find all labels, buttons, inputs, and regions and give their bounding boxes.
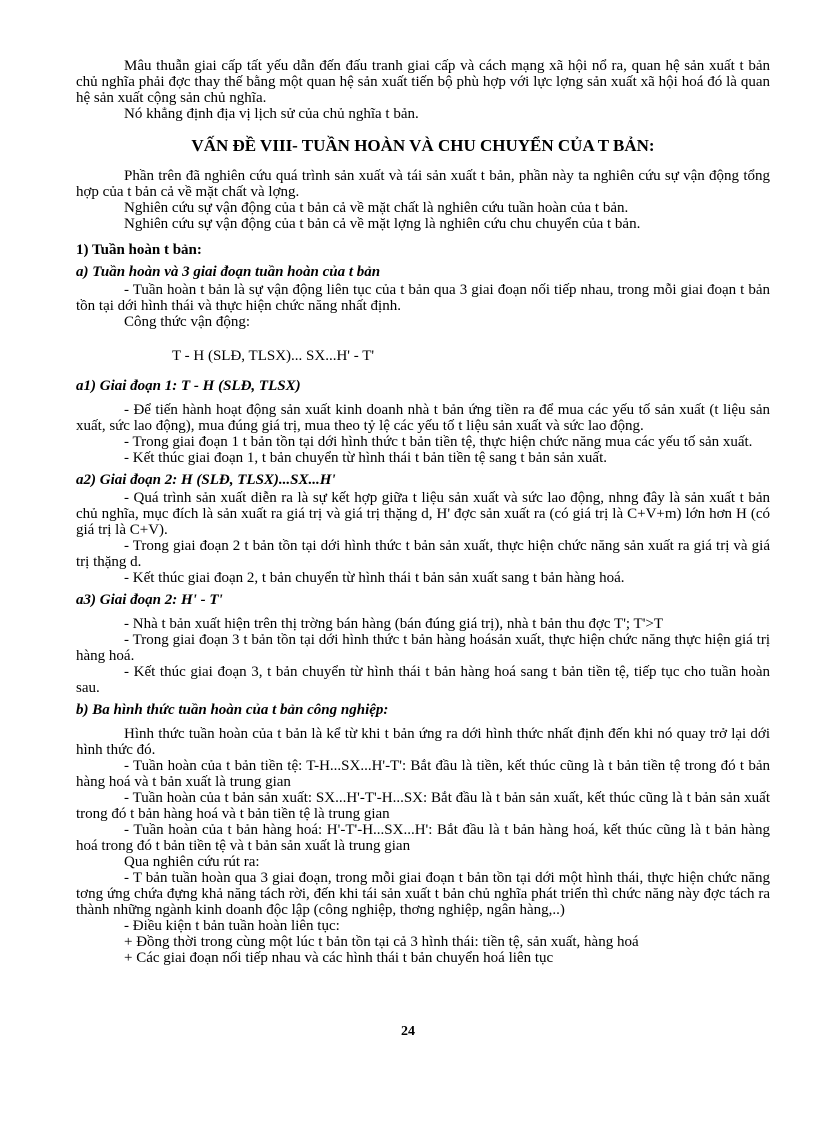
paragraph: Qua nghiên cứu rút ra: [124,854,260,870]
subheading: a1) Giai đoạn 1: T - H (SLĐ, TLSX) [76,378,301,394]
heading: 1) Tuần hoàn t bản: [76,242,202,258]
paragraph: - Trong giai đoạn 2 t bản tồn tại dới hình thức t bản sản xuất, thực hiện chức năng sản xuất ra giá trị và giá trị thặng d. [76,538,770,570]
paragraph: Nó khẳng định địa vị lịch sử của chủ nghĩa t bản. [124,106,419,122]
paragraph: Phần trên đã nghiên cứu quá trình sản xuất và tái sản xuất t bản, phần này ta nghiên cứu sự vận động tổng hợp của t bản cả về mặt chất và lợng. [76,168,770,200]
subheading: a3) Giai đoạn 2: H' - T' [76,592,223,608]
paragraph: Hình thức tuần hoàn của t bản là kể từ khi t bản ứng ra dới hình thức nhất định đến khi nó quay trở lại dới hình thức đó. [76,726,770,758]
document-page [76,58,770,966]
subheading: a2) Giai đoạn 2: H (SLĐ, TLSX)...SX...H' [76,472,336,488]
paragraph: - Kết thúc giai đoạn 2, t bản chuyển từ hình thái t bản sản xuất sang t bản hàng hoá. [124,570,625,586]
subheading: b) Ba hình thức tuần hoàn của t bản công nghiệp: [76,702,389,718]
paragraph: - Điều kiện t bản tuần hoàn liên tục: [124,918,340,934]
paragraph: - Để tiến hành hoạt động sản xuất kinh doanh nhà t bản ứng tiền ra để mua các yếu tố sản xuất (t liệu sản xuất, sức lao động), mua đúng giá trị, mua theo tỷ lệ các yếu tố t liệu sản xuất và sức lao động. [76,402,770,434]
paragraph: Nghiên cứu sự vận động của t bản cả về mặt chất là nghiên cứu tuần hoàn của t bản. [124,200,629,216]
paragraph: Công thức vận động: [124,314,251,330]
section-title: VẤN ĐỀ VIII- TUẦN HOÀN VÀ CHU CHUYỂN CỦA T BẢN: [191,136,655,155]
paragraph: - Kết thúc giai đoạn 1, t bản chuyển từ hình thái t bản tiền tệ sang t bản sản xuất. [124,450,608,466]
page-number: 24 [401,1024,415,1039]
paragraph: - Tuần hoàn của t bản hàng hoá: H'-T'-H...SX...H': Bắt đầu là t bản hàng hoá, kết thúc cũng là t bản hàng hoá trong đó t bản tiền tệ và t bản sản xuất là trung gian [76,822,770,854]
paragraph: - T bản tuần hoàn qua 3 giai đoạn, trong mỗi giai đoạn t bản tồn tại dới một hình thái, thực hiện chức năng tơng ứng chứa đựng khả năng tách rời, đến khi tái sản xuất t bản chủ nghĩa phát triển thì chức năng này đợc tách ra thành những ngành kinh doanh độc lập (công nghiệp, thơng nghiệp, ngân hàng,..) [76,870,770,918]
paragraph: - Tuần hoàn t bản là sự vận động liên tục của t bản qua 3 giai đoạn nối tiếp nhau, trong mỗi giai đoạn t bản tồn tại dới hình thái và thực hiện chức năng nhất định. [76,282,770,314]
paragraph: - Nhà t bản xuất hiện trên thị trờng bán hàng (bán đúng giá trị), nhà t bản thu đợc T'; T'>T [124,616,664,632]
paragraph: - Trong giai đoạn 1 t bản tồn tại dới hình thức t bản tiền tệ, thực hiện chức năng mua các yếu tố sản xuất. [124,434,753,450]
paragraph: - Tuần hoàn của t bản sản xuất: SX...H'-T'-H...SX: Bắt đầu là t bản sản xuất, kết thúc cũng là t bản sản xuất trong đó t bản hàng hoá và t bản tiền tệ là trung gian [76,790,770,822]
paragraph: Mâu thuẫn giai cấp tất yếu dẫn đến đấu tranh giai cấp và cách mạng xã hội nổ ra, quan hệ sản xuất t bản chủ nghĩa phải đợc thay thế bằng một quan hệ sản xuất tiến bộ phù hợp với lực lợng sản xuất xã hội hoá đó là quan hệ sản xuất cộng sản chủ nghĩa. [76,58,770,106]
paragraph: - Quá trình sản xuất diễn ra là sự kết hợp giữa t liệu sản xuất và sức lao động, nhng đây là sản xuất t bản chủ nghĩa, mục đích là sản xuất ra giá trị và giá trị thặng d, H' đợc sản xuất ra (có giá trị là C+V+m) lớn hơn H (có giá trị là C+V). [76,490,770,538]
paragraph: - Tuần hoàn của t bản tiền tệ: T-H...SX...H'-T': Bắt đầu là tiền, kết thúc cũng là t bản tiền tệ trong đó t bản hàng hoá và t bản xuất là trung gian [76,758,770,790]
paragraph: - Kết thúc giai đoạn 3, t bản chuyển từ hình thái t bản hàng hoá sang t bản tiền tệ, tiếp tục cho tuần hoàn sau. [76,664,770,696]
paragraph: + Đồng thời trong cùng một lúc t bản tồn tại cả 3 hình thái: tiền tệ, sản xuất, hàng hoá [124,934,639,950]
paragraph: + Các giai đoạn nối tiếp nhau và các hình thái t bản chuyển hoá liên tục [124,950,554,966]
formula: T - H (SLĐ, TLSX)... SX...H' - T' [172,348,375,364]
paragraph: Nghiên cứu sự vận động của t bản cả về mặt lợng là nghiên cứu chu chuyển của t bản. [124,216,641,232]
subheading: a) Tuần hoàn và 3 giai đoạn tuần hoàn của t bản [76,264,381,280]
paragraph: - Trong giai đoạn 3 t bản tồn tại dới hình thức t bản hàng hoásản xuất, thực hiện chức năng thực hiện giá trị hàng hoá. [76,632,770,664]
